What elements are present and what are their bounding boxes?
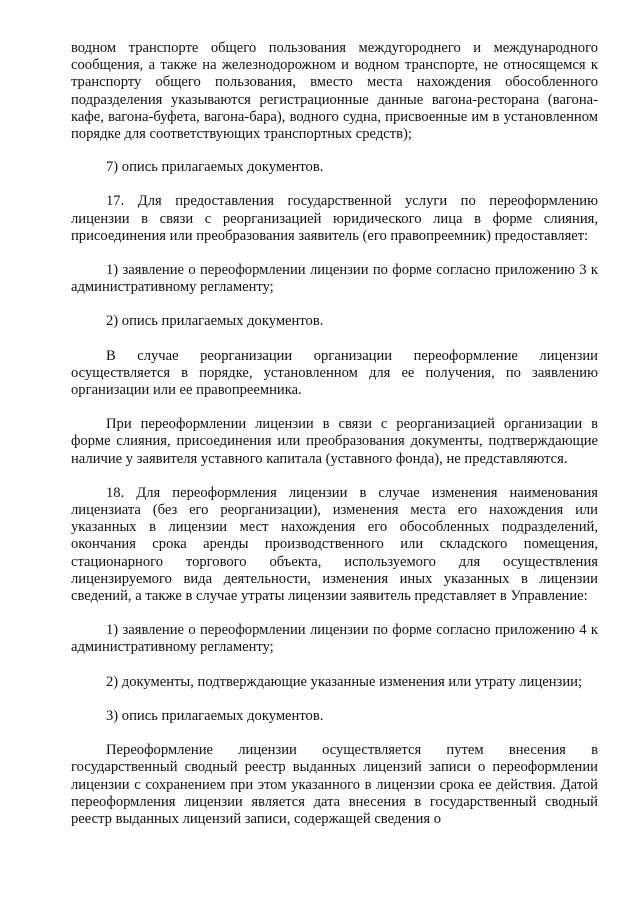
- paragraph-17-item-2: 2) опись прилагаемых документов.: [106, 313, 324, 330]
- paragraph-item-7: 7) опись прилагаемых документов.: [106, 159, 324, 176]
- paragraph-17-item-1: 1) заявление о переоформлении лицензии по форме согласно приложению 3 к административному регламенту;: [71, 262, 598, 296]
- paragraph-section-17: 17. Для предоставления государственной услуги по переоформлению лицензии в связи с реорганизацией юридического лица в форме слияния, присоединения или преобразования заявитель (его правопреемник) предоставляет:: [71, 193, 598, 244]
- paragraph-transport-continuation: водном транспорте общего пользования междугороднего и международного сообщения, а также на железнодорожном и водном транспорте, не относящемся к транспорту общего пользования, вместо места нахождения обособленного подразделения указываются регистрационные данные вагона-ресторана (вагона-кафе, вагона-буфета, вагона-бара), водного судна, присвоенные им в установленном порядке для соответствующих транспортных средств);: [71, 40, 598, 143]
- paragraph-18-item-3: 3) опись прилагаемых документов.: [106, 707, 324, 724]
- paragraph-reorganization-documents: При переоформлении лицензии в связи с реорганизацией организации в форме слияния, присоединения или преобразования документы, подтверждающие наличие у заявителя уставного капитала (уставного фонда), не представляются.: [71, 416, 598, 467]
- paragraph-reissue-procedure: Переоформление лицензии осуществляется путем внесения в государственный сводный реестр выданных лицензий записи о переоформлении лицензии с сохранением при этом указанного в лицензии срока ее действия. Датой переоформления лицензии является дата внесения в государственный сводный реестр выданных лицензий записи, содержащей сведения о: [71, 742, 598, 827]
- paragraph-18-item-1: 1) заявление о переоформлении лицензии по форме согласно приложению 4 к административному регламенту;: [71, 622, 598, 656]
- paragraph-18-item-2: 2) документы, подтверждающие указанные изменения или утрату лицензии;: [106, 673, 582, 690]
- paragraph-reorganization: В случае реорганизации организации переоформление лицензии осуществляется в порядке, установленном для ее получения, по заявлению организации или ее правопреемника.: [71, 347, 598, 399]
- document-body: [71, 40, 598, 828]
- paragraph-section-18: 18. Для переоформления лицензии в случае изменения наименования лицензиата (без его реорганизации), изменения места его нахождения или указанных в лицензии мест нахождения его обособленных подразделений, окончания срока аренды производственного или складского помещения, стационарного торгового объекта, используемого для осуществления лицензируемого вида деятельности, изменения иных указанных в лицензии сведений, а также в случае утраты лицензии заявитель представляет в Управление:: [71, 484, 598, 605]
